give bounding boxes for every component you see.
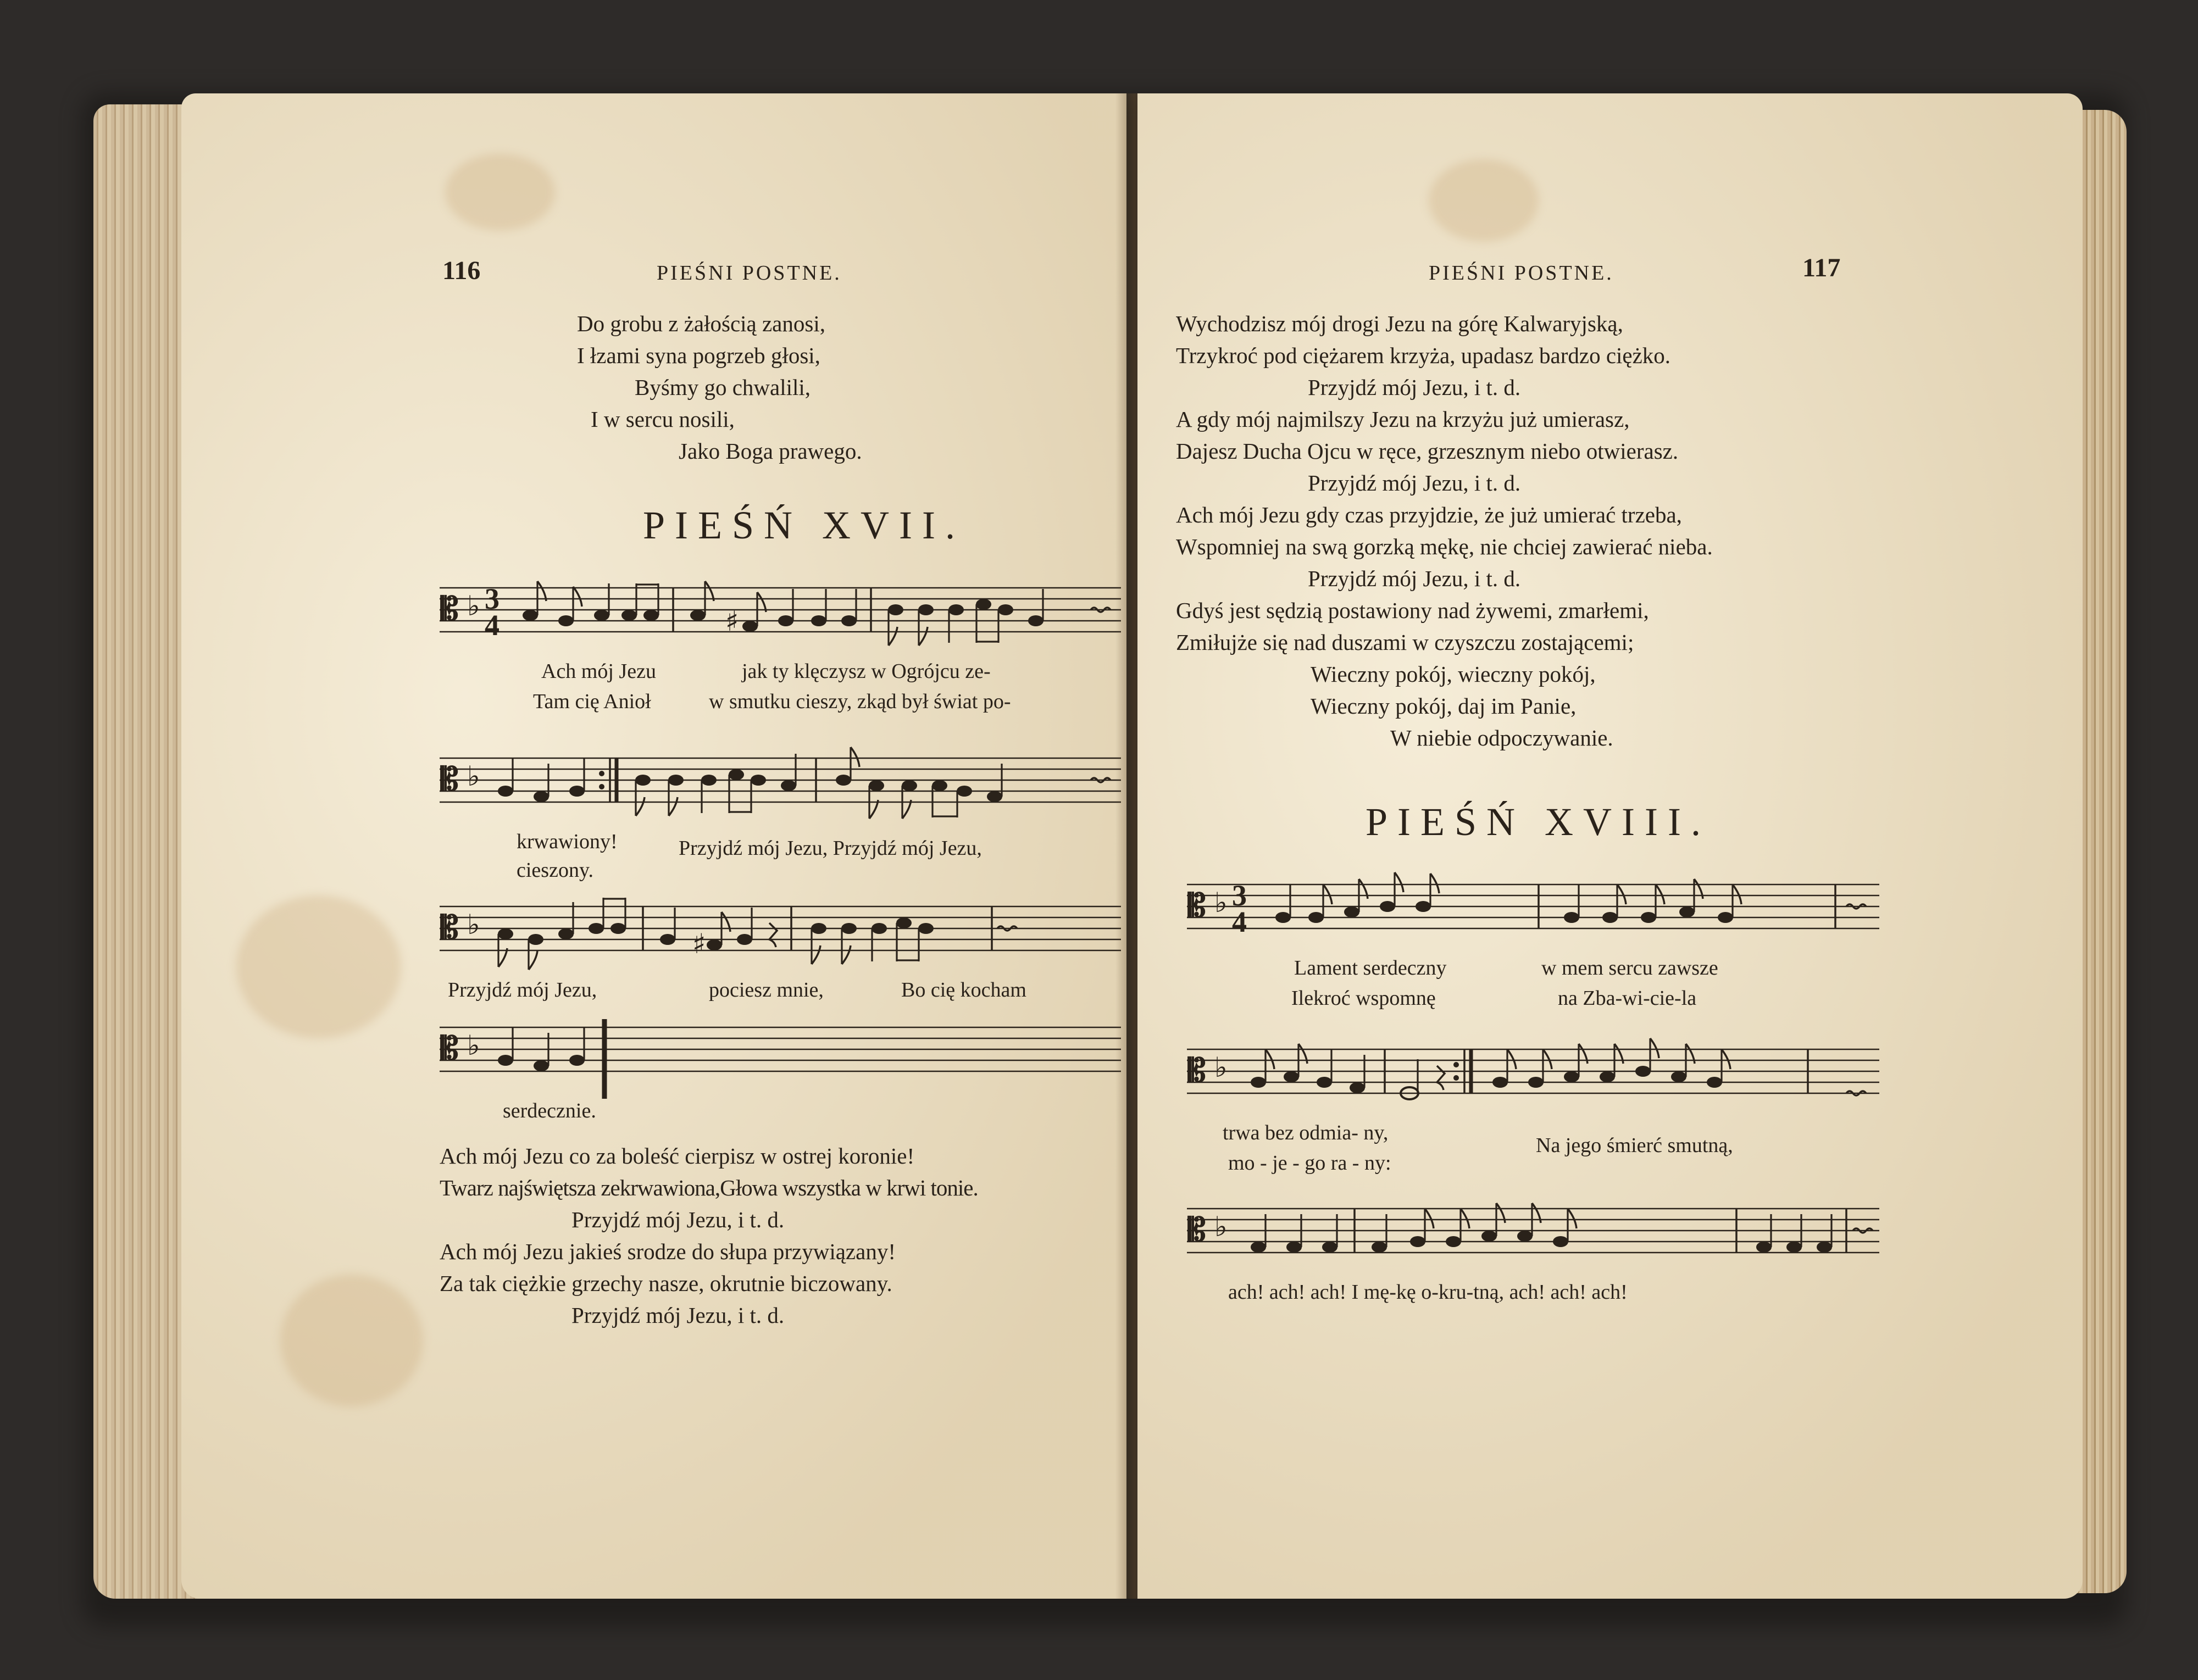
verse-line: Zmiłujże się nad duszami w czyszczu zostającemi;: [1176, 630, 1634, 655]
lyric-line: Bo cię kocham: [901, 978, 1026, 1002]
verse-line: Gdyś jest sędzią postawiony nad żywemi, zmarłemi,: [1176, 598, 1649, 623]
lyric-line: Ilekroć wspomnę: [1291, 987, 1436, 1010]
staff-lines: [440, 588, 1121, 632]
lyric-line: Tam cię Anioł: [533, 690, 651, 713]
time-signature-top: 3: [1232, 879, 1247, 912]
lyric-line: Ach mój Jezu: [541, 660, 656, 683]
time-signature-bottom: 4: [485, 609, 499, 642]
verse-line: I łzami syna pogrzeb głosi,: [577, 343, 820, 368]
verse-line: Byśmy go chwalili,: [635, 375, 811, 400]
flat-sign: ♭: [1214, 1211, 1228, 1243]
lyric-line: jak ty klęczysz w Ogrójcu ze-: [742, 660, 991, 683]
lyric-line: krwawiony!: [517, 830, 618, 853]
verse-line: I w sercu nosili,: [591, 407, 735, 432]
verse-line: Ach mój Jezu gdy czas przyjdzie, że już umierać trzeba,: [1176, 502, 1682, 527]
c-clef-icon: 𝄡: [441, 1030, 459, 1067]
page-stain: [280, 1275, 423, 1406]
time-signature-bottom: 4: [1232, 905, 1247, 938]
running-head: PIEŚNI POSTNE.: [1429, 262, 1614, 285]
lyric-line: ach! ach! ach! I mę-kę o-kru-tną, ach! ach! ach!: [1228, 1281, 1628, 1304]
music-staff: [1187, 1198, 1879, 1275]
verse-line: Wieczny pokój, wieczny pokój,: [1311, 661, 1596, 687]
lyric-line: trwa bez odmia- ny,: [1223, 1121, 1389, 1144]
right-page: [1137, 93, 2083, 1599]
verse-line: Wspomniej na swą gorzką mękę, nie chciej zawierać nieba.: [1176, 534, 1713, 559]
lyric-line: mo - je - go ra - ny:: [1228, 1151, 1391, 1175]
page-number: 117: [1802, 253, 1841, 282]
music-staff: [440, 895, 1121, 972]
music-staff: [1187, 874, 1879, 950]
verse-line: Przyjdź mój Jezu, i t. d.: [571, 1207, 785, 1232]
verse-line: Ach mój Jezu co za boleść cierpisz w ostrej koronie!: [440, 1143, 915, 1169]
notes: [523, 581, 1111, 646]
music-staff: [440, 577, 1121, 654]
music-staff: [440, 747, 1121, 824]
lyric-line: Przyjdź mój Jezu, Przyjdź mój Jezu,: [679, 837, 982, 860]
verse-line: Wieczny pokój, daj im Panie,: [1311, 693, 1577, 719]
c-clef-icon: 𝄡: [441, 590, 459, 627]
verse-line: Twarz najświętsza zekrwawiona,Głowa wszystka w krwi tonie.: [440, 1175, 978, 1200]
verse-line: W niebie odpoczywanie.: [1390, 725, 1613, 750]
verse-line: Przyjdź mój Jezu, i t. d.: [1308, 566, 1521, 591]
svg-text:♯: ♯: [692, 928, 706, 960]
flat-sign: ♭: [467, 1030, 480, 1061]
time-signature-top: 3: [485, 582, 499, 615]
running-head: PIEŚNI POSTNE.: [657, 262, 842, 285]
music-staff: [440, 1016, 1121, 1093]
verse-line: Przyjdź mój Jezu, i t. d.: [1308, 375, 1521, 400]
verse-line: Za tak ciężkie grzechy nasze, okrutnie biczowany.: [440, 1271, 892, 1296]
c-clef-icon: 𝄡: [1188, 887, 1206, 924]
verse-line: Do grobu z żałością zanosi,: [577, 311, 825, 336]
verse-line: Dajesz Ducha Ojcu w ręce, grzesznym niebo otwierasz.: [1176, 438, 1679, 464]
c-clef-icon: 𝄡: [1188, 1211, 1206, 1248]
flat-sign: ♭: [467, 909, 480, 941]
lyric-line: Przyjdź mój Jezu,: [448, 978, 597, 1002]
flat-sign: ♭: [1214, 1052, 1228, 1083]
lyric-line: serdecznie.: [503, 1099, 596, 1122]
page-stain: [236, 895, 401, 1038]
c-clef-icon: 𝄡: [441, 760, 459, 798]
c-clef-icon: 𝄡: [441, 909, 459, 946]
verse-line: Jako Boga prawego.: [679, 438, 862, 464]
flat-sign: ♭: [1214, 887, 1228, 919]
verse-line: Przyjdź mój Jezu, i t. d.: [571, 1303, 785, 1328]
song-title: PIEŚŃ XVIII.: [1366, 800, 1711, 844]
sharp-sign: ♯: [725, 605, 739, 637]
lyric-line: cieszony.: [517, 859, 593, 882]
lyric-line: Na jego śmierć smutną,: [1536, 1134, 1733, 1157]
verse-line: Przyjdź mój Jezu, i t. d.: [1308, 470, 1521, 496]
page-number: 116: [442, 256, 481, 285]
c-clef-icon: 𝄡: [1188, 1052, 1206, 1089]
song-title: PIEŚŃ XVII.: [643, 503, 965, 547]
left-page: [181, 93, 1126, 1599]
flat-sign: ♭: [467, 590, 480, 622]
page-stain: [445, 154, 555, 231]
lyric-line: Lament serdeczny: [1294, 956, 1447, 980]
music-staff: [1187, 1038, 1879, 1115]
verse-line: Trzykroć pod ciężarem krzyża, upadasz bardzo ciężko.: [1176, 343, 1671, 368]
lyric-line: w mem sercu zawsze: [1541, 956, 1718, 980]
verse-line: A gdy mój najmilszy Jezu na krzyżu już umierasz,: [1176, 407, 1630, 432]
verse-line: Wychodzisz mój drogi Jezu na górę Kalwaryjską,: [1176, 311, 1623, 336]
lyric-line: pociesz mnie,: [709, 978, 824, 1002]
verse-line: Ach mój Jezu jakieś srodze do słupa przywiązany!: [440, 1239, 896, 1264]
page-stain: [1429, 159, 1539, 242]
flat-sign: ♭: [467, 760, 480, 792]
lyric-line: na Zba-wi-cie-la: [1558, 987, 1697, 1010]
lyric-line: w smutku cieszy, zkąd był świat po-: [709, 690, 1011, 713]
